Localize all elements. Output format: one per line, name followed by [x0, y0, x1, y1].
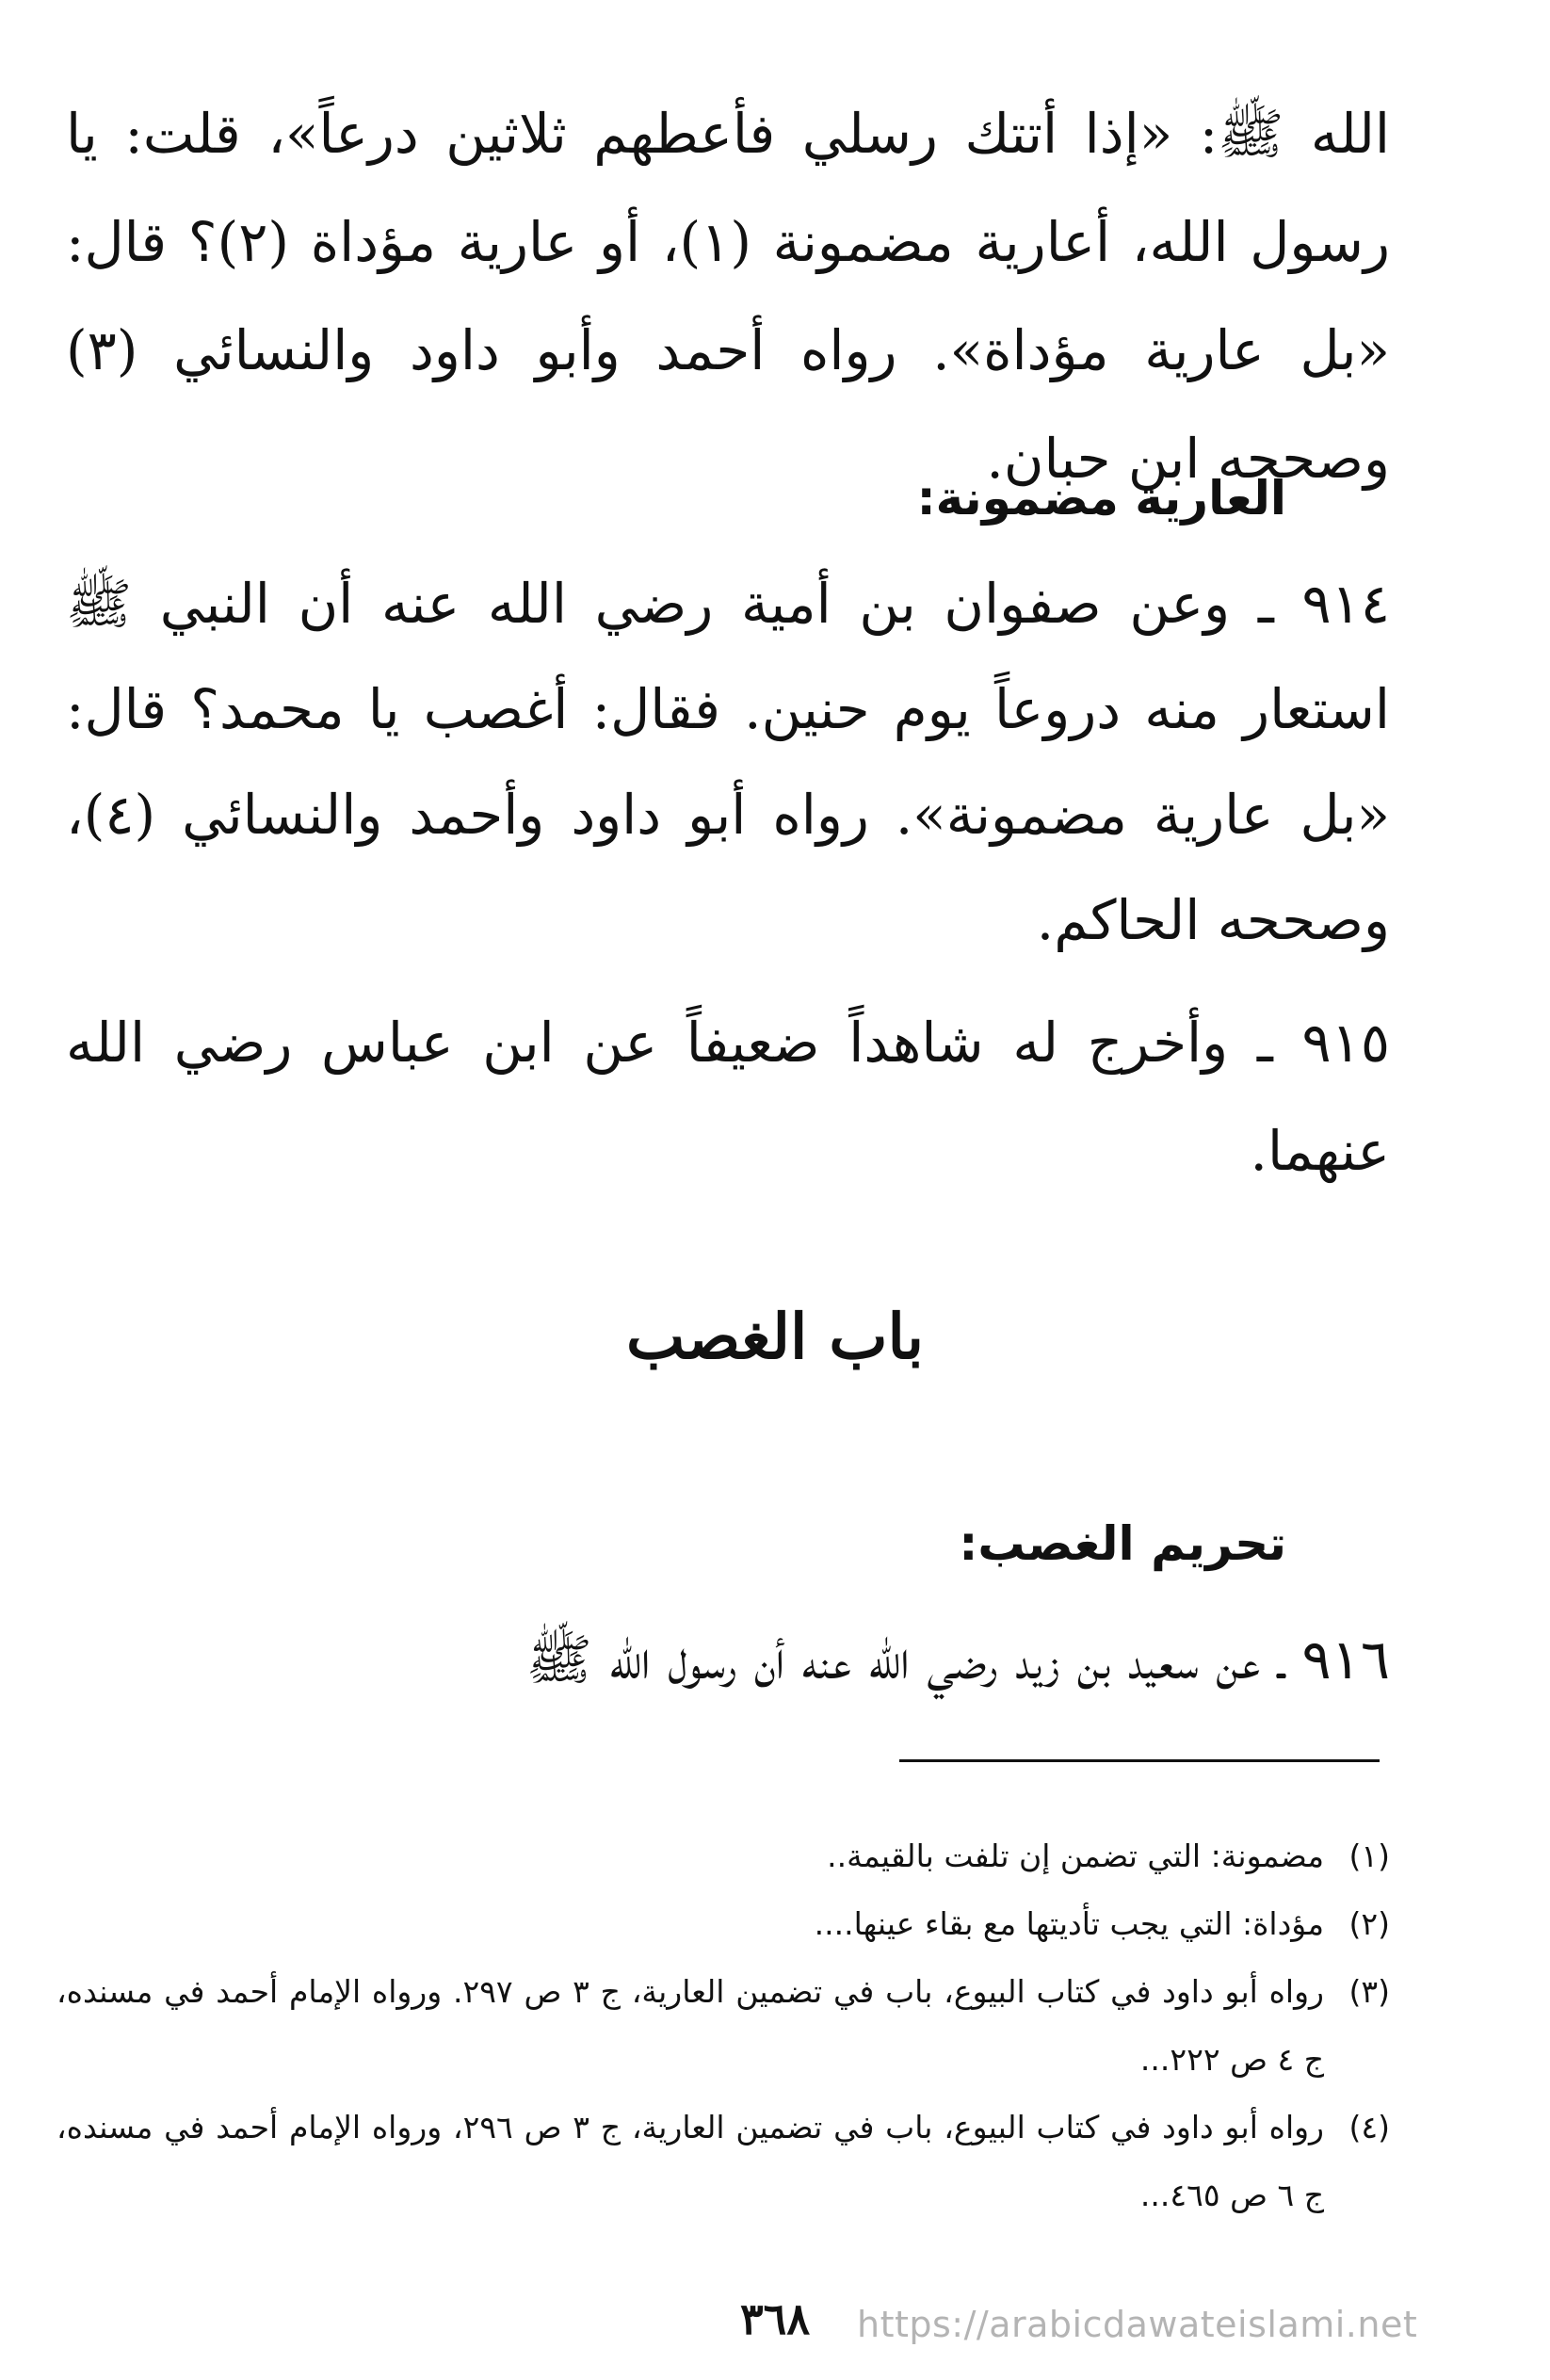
- footnote-text: رواه أبو داود في كتاب البيوع، باب في تضمين العارية، ج ٣ ص ٢٩٧. ورواه الإمام أحمد في مسنده، ج ٤ ص ٢٢٢...: [57, 1973, 1324, 2078]
- footnote-text: مضمونة: التي تضمن إن تلفت بالقيمة..: [827, 1838, 1324, 1874]
- footnote-text: مؤداة: التي يجب تأديتها مع بقاء عينها....: [814, 1905, 1324, 1942]
- intro-paragraph: الله ﷺ: «إذا أتتك رسلي فأعطهم ثلاثين درعاً»، قلت: يا رسول الله، أعارية مضمونة (١)، أو عارية مؤداة (٢)؟ قال: «بل عارية مؤداة». رواه أحمد وأبو داود والنسائي (٣) وصححه ابن حبان.: [66, 102, 1391, 491]
- section-heading-borrowed-guaranteed: العارية مضمونة:: [916, 471, 1286, 526]
- page-number: ٣٦٨: [739, 2293, 811, 2344]
- footnote-text: رواه أبو داود في كتاب البيوع، باب في تضمين العارية، ج ٣ ص ٢٩٦، ورواه الإمام أحمد في مسنده، ج ٦ ص ٤٦٥...: [57, 2109, 1324, 2213]
- footnote-2: [57, 1890, 1390, 1958]
- hadith-915: ٩١٥ ـ وأخرج له شاهداً ضعيفاً عن ابن عباس رضي الله عنهما.: [66, 1011, 1390, 1183]
- footnote-1: [57, 1822, 1390, 1890]
- footnote-number: (٢): [1348, 1905, 1390, 1942]
- footnote-3: [57, 1958, 1390, 2094]
- footnote-4: [57, 2094, 1390, 2229]
- hadith-916: ٩١٦ ـ عن سعيد بن زيد رضي الله عنه أن رسول الله ﷺ: [525, 1627, 1390, 1692]
- footnote-number: (٣): [1348, 1973, 1390, 2010]
- footnote-number: (٤): [1348, 2109, 1390, 2145]
- footnote-separator: [899, 1759, 1380, 1762]
- footnote-number: (١): [1348, 1838, 1390, 1874]
- hadith-914: ٩١٤ ـ وعن صفوان بن أمية رضي الله عنه أن النبي ﷺ استعار منه دروعاً يوم حنين. فقال: أغصب يا محمد؟ قال: «بل عارية مضمونة». رواه أبو داود وأحمد والنسائي (٤)، وصححه الحاكم.: [66, 572, 1391, 952]
- section-heading-prohibition-usurpation: تحريم الغصب:: [959, 1516, 1286, 1571]
- watermark-url: https://arabicdawateislami.net: [857, 2304, 1418, 2345]
- chapter-title: باب الغصب: [626, 1300, 924, 1373]
- footnotes: [57, 1822, 1390, 2229]
